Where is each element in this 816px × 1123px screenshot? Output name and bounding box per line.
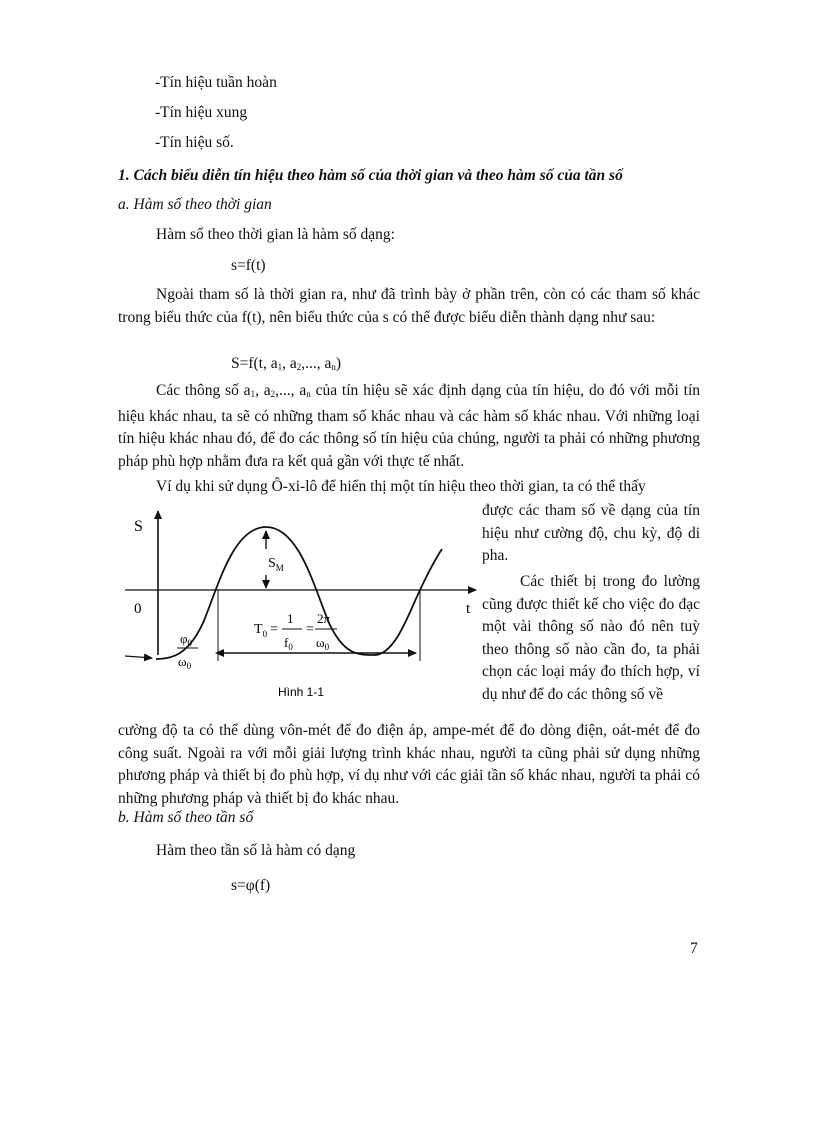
paragraph-a1: Hàm số theo thời gian là hàm số dạng: bbox=[156, 226, 395, 243]
formula-s-ft: s=f(t) bbox=[231, 257, 266, 274]
paragraph-a4-first-line: Ví dụ khi sử dụng Ô-xi-lô để hiển thị một tín hiệu theo thời gian, ta có thể thấy bbox=[156, 478, 646, 495]
phase-den: $\omega_0$ bbox=[178, 654, 192, 671]
phase-num: $\varphi_0$ bbox=[180, 631, 193, 648]
list-item-pulse: -Tín hiệu xung bbox=[155, 104, 248, 121]
section-heading: 1. Cách biểu diễn tín hiệu theo hàm số của thời gian và theo hàm số của tần số bbox=[118, 167, 623, 184]
phase-arrow bbox=[125, 656, 152, 658]
subheading-b: b. Hàm số theo tần số bbox=[118, 809, 254, 826]
frac2-num: 2π bbox=[317, 611, 331, 626]
list-item-digital: -Tín hiệu số. bbox=[155, 134, 234, 151]
figure-caption: Hình 1-1 bbox=[278, 685, 325, 699]
paragraph-a2: Ngoài tham số là thời gian ra, như đã trình bày ở phần trên, còn có các tham số khác trong biểu thức của f(t), nên biểu thức của s có thể được biểu diễn thành dạng như sau: bbox=[118, 286, 700, 326]
wrap-text-1: được các tham số về dạng của tín hiệu như cường độ, chu kỳ, độ di pha. bbox=[482, 502, 700, 565]
frac1-den: $f_0$ bbox=[284, 635, 293, 652]
paragraph-a3: Các thông số $a_1$, $a_2$,..., $a_n$ của tín hiệu sẽ xác định dạng của tín hiệu, do đó với mỗi tín hiệu khác nhau, ta sẽ có những tham số khác nhau và các hàm số khác nhau. Với những loại tín hiệu khác nhau đó, để đo các thông số tín hiệu của chúng, người ta phải có những phương pháp phù hợp nhằm đưa ra kết quả gần với thực tế nhất. bbox=[118, 382, 700, 470]
eq-sign: = bbox=[306, 622, 314, 637]
wrap-text-2: Các thiết bị trong đo lường cũng được thiết kế cho việc đo đạc một vài thông số nào đó nên tuỳ theo thông số nào cần đo, ta phải chọn các loại máy đo thích hợp, ví dụ như để đo các thông số về bbox=[482, 573, 700, 703]
period-label: $T_0$ = bbox=[254, 622, 278, 639]
amplitude-label: $S_M$ bbox=[268, 556, 284, 573]
formula-s-params: S=f(t, $a_1$, $a_2$,..., $a_n$) bbox=[231, 355, 342, 372]
paragraph-b1: Hàm theo tần số là hàm có dạng bbox=[156, 842, 356, 859]
list-item-periodic: -Tín hiệu tuần hoàn bbox=[155, 74, 277, 91]
frac2-den: $\omega_0$ bbox=[316, 635, 330, 652]
t-axis-label: t bbox=[466, 601, 471, 617]
sine-curve bbox=[156, 527, 442, 659]
page-number: 7 bbox=[690, 940, 698, 957]
s-axis-label: S bbox=[134, 518, 143, 535]
figure-sine-wave bbox=[110, 505, 480, 705]
origin-label: 0 bbox=[134, 601, 142, 617]
subheading-a: a. Hàm số theo thời gian bbox=[118, 196, 272, 213]
frac1-num: 1 bbox=[287, 611, 294, 626]
paragraph-a5: cường độ ta có thể dùng vôn-mét để đo điện áp, ampe-mét để đo dòng điện, oát-mét để đo công suất. Ngoài ra với mỗi giải lượng trình khác nhau, người ta cũng phải sử dụng những phương pháp và thiết bị đo phù hợp, ví dụ như với các giải tần số khác nhau, người ta phải có những phương pháp và thiết bị đo khác nhau. bbox=[118, 722, 700, 807]
formula-s-phi-f: s=φ(f) bbox=[231, 877, 271, 894]
